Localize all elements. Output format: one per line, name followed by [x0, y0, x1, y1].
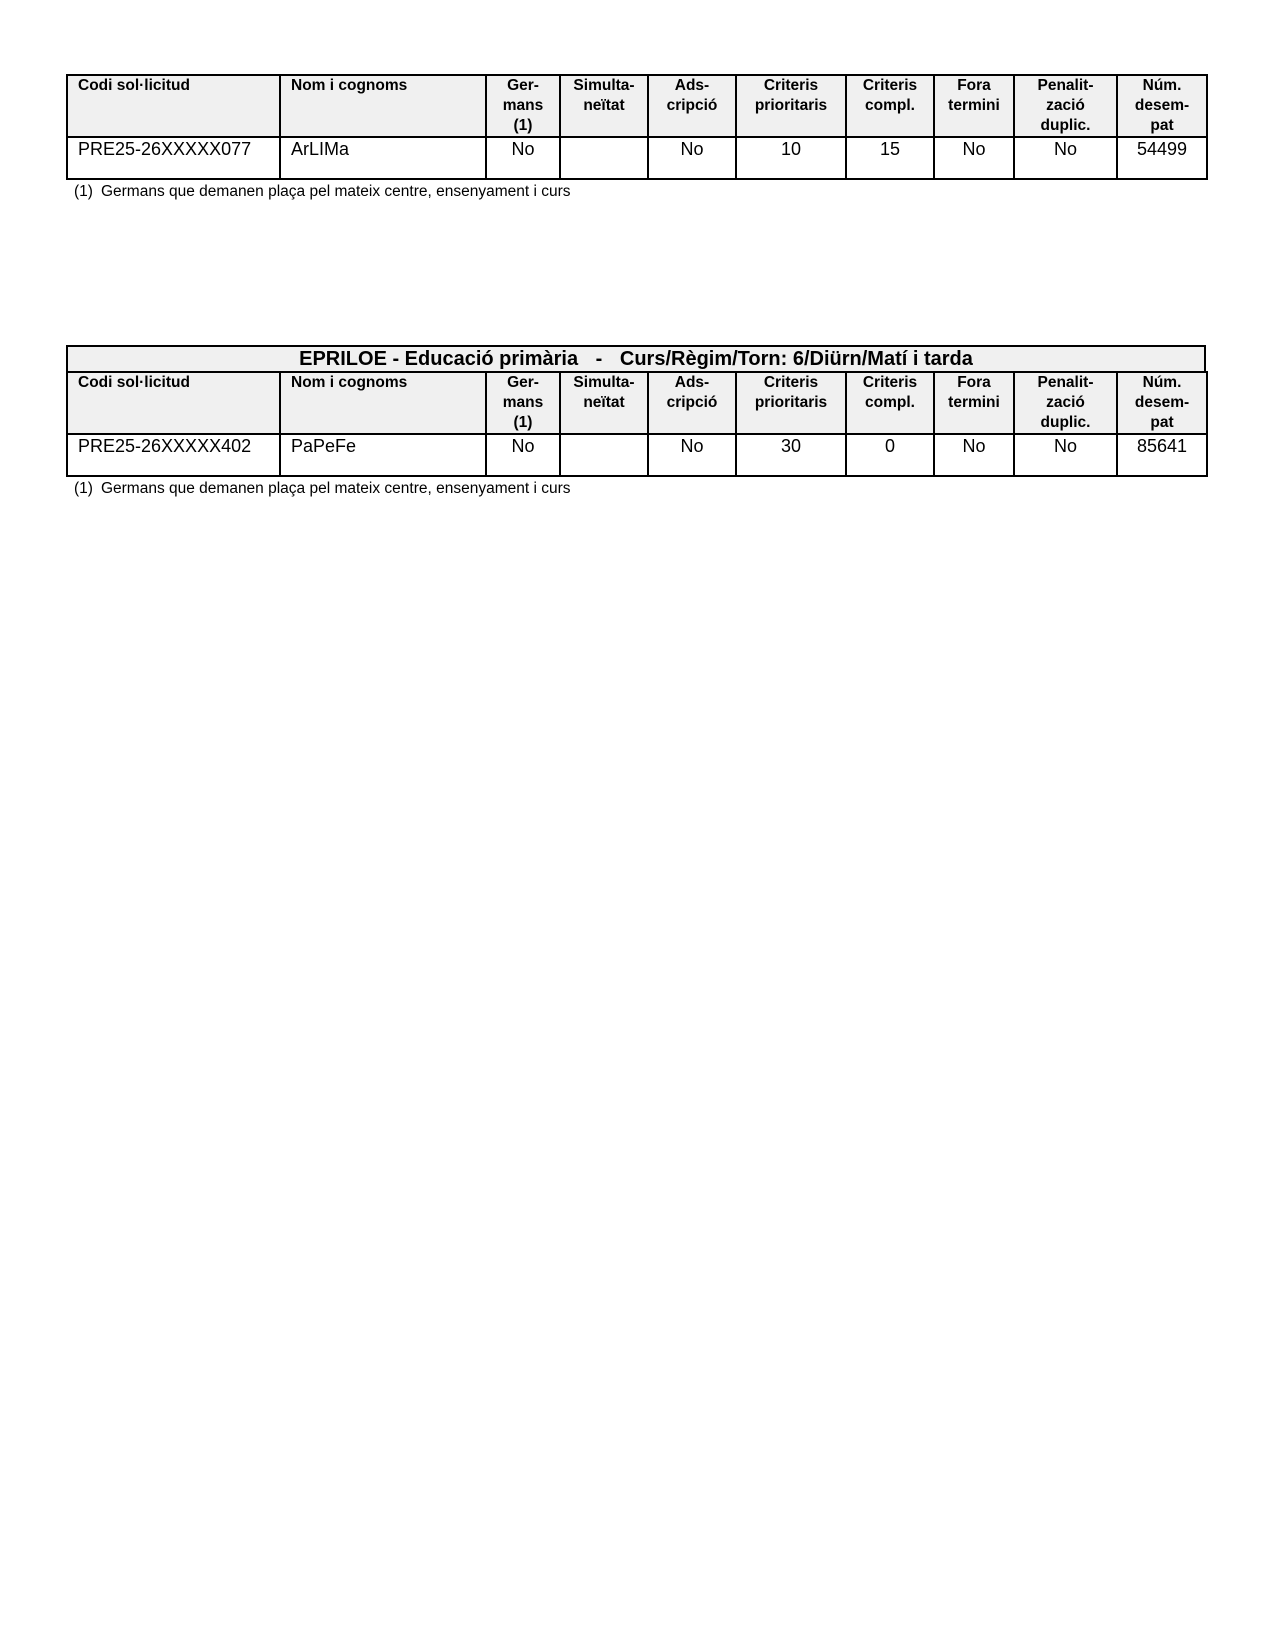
cell-fora-termini: No [934, 137, 1014, 179]
section-title-separator: - [595, 348, 603, 370]
table-row [67, 434, 1207, 476]
col-header-criteris-compl: Criteris compl. [846, 372, 934, 434]
cell-simultaneitat [560, 434, 648, 476]
col-header-germans: Ger- mans (1) [486, 75, 560, 137]
col-header-penalitzacio: Penalit- zació duplic. [1014, 372, 1117, 434]
cell-num-desempat: 85641 [1117, 434, 1207, 476]
header-row [67, 75, 1207, 137]
section-title-code: EPRILOE - Educació primària [299, 348, 579, 370]
footnote [66, 183, 1206, 201]
section-title-course: Curs/Règim/Torn: 6/Diürn/Matí i tarda [619, 348, 973, 370]
cell-penalitzacio: No [1014, 434, 1117, 476]
col-header-penalitzacio: Penalit- zació duplic. [1014, 75, 1117, 137]
header-row [67, 372, 1207, 434]
cell-simultaneitat [560, 137, 648, 179]
cell-criteris-prioritaris: 30 [736, 434, 846, 476]
col-header-codi: Codi sol·licitud [67, 75, 280, 137]
col-header-fora-termini: Fora termini [934, 372, 1014, 434]
footnote-marker: (1) [74, 480, 93, 497]
table-row [67, 137, 1207, 179]
col-header-num-desempat: Núm. desem- pat [1117, 75, 1207, 137]
col-header-simultaneitat: Simulta- neïtat [560, 75, 648, 137]
listing-table [66, 74, 1208, 180]
col-header-criteris-prioritaris: Criteris prioritaris [736, 75, 846, 137]
col-header-fora-termini: Fora termini [934, 75, 1014, 137]
cell-adscripcio: No [648, 434, 736, 476]
applications-table-1 [66, 74, 1206, 201]
col-header-adscripcio: Ads- cripció [648, 75, 736, 137]
col-header-simultaneitat: Simulta- neïtat [560, 372, 648, 434]
col-header-codi: Codi sol·licitud [67, 372, 280, 434]
col-header-criteris-compl: Criteris compl. [846, 75, 934, 137]
cell-criteris-compl: 0 [846, 434, 934, 476]
cell-adscripcio: No [648, 137, 736, 179]
col-header-num-desempat: Núm. desem- pat [1117, 372, 1207, 434]
cell-criteris-compl: 15 [846, 137, 934, 179]
applications-table-2 [66, 345, 1206, 498]
cell-num-desempat: 54499 [1117, 137, 1207, 179]
cell-fora-termini: No [934, 434, 1014, 476]
col-header-adscripcio: Ads- cripció [648, 372, 736, 434]
cell-germans: No [486, 434, 560, 476]
col-header-criteris-prioritaris: Criteris prioritaris [736, 372, 846, 434]
footnote-marker: (1) [74, 183, 93, 200]
cell-nom: PaPeFe [280, 434, 486, 476]
col-header-germans: Ger- mans (1) [486, 372, 560, 434]
cell-criteris-prioritaris: 10 [736, 137, 846, 179]
footnote [66, 480, 1206, 498]
section-frame [66, 345, 1206, 373]
section-title [68, 347, 1204, 373]
footnote-text: Germans que demanen plaça pel mateix centre, ensenyament i curs [100, 480, 571, 497]
cell-germans: No [486, 137, 560, 179]
cell-codi: PRE25-26XXXXX402 [67, 434, 280, 476]
col-header-nom: Nom i cognoms [280, 372, 486, 434]
cell-penalitzacio: No [1014, 137, 1117, 179]
footnote-text: Germans que demanen plaça pel mateix centre, ensenyament i curs [100, 183, 571, 200]
cell-nom: ArLIMa [280, 137, 486, 179]
cell-codi: PRE25-26XXXXX077 [67, 137, 280, 179]
listing-table [66, 371, 1208, 477]
col-header-nom: Nom i cognoms [280, 75, 486, 137]
